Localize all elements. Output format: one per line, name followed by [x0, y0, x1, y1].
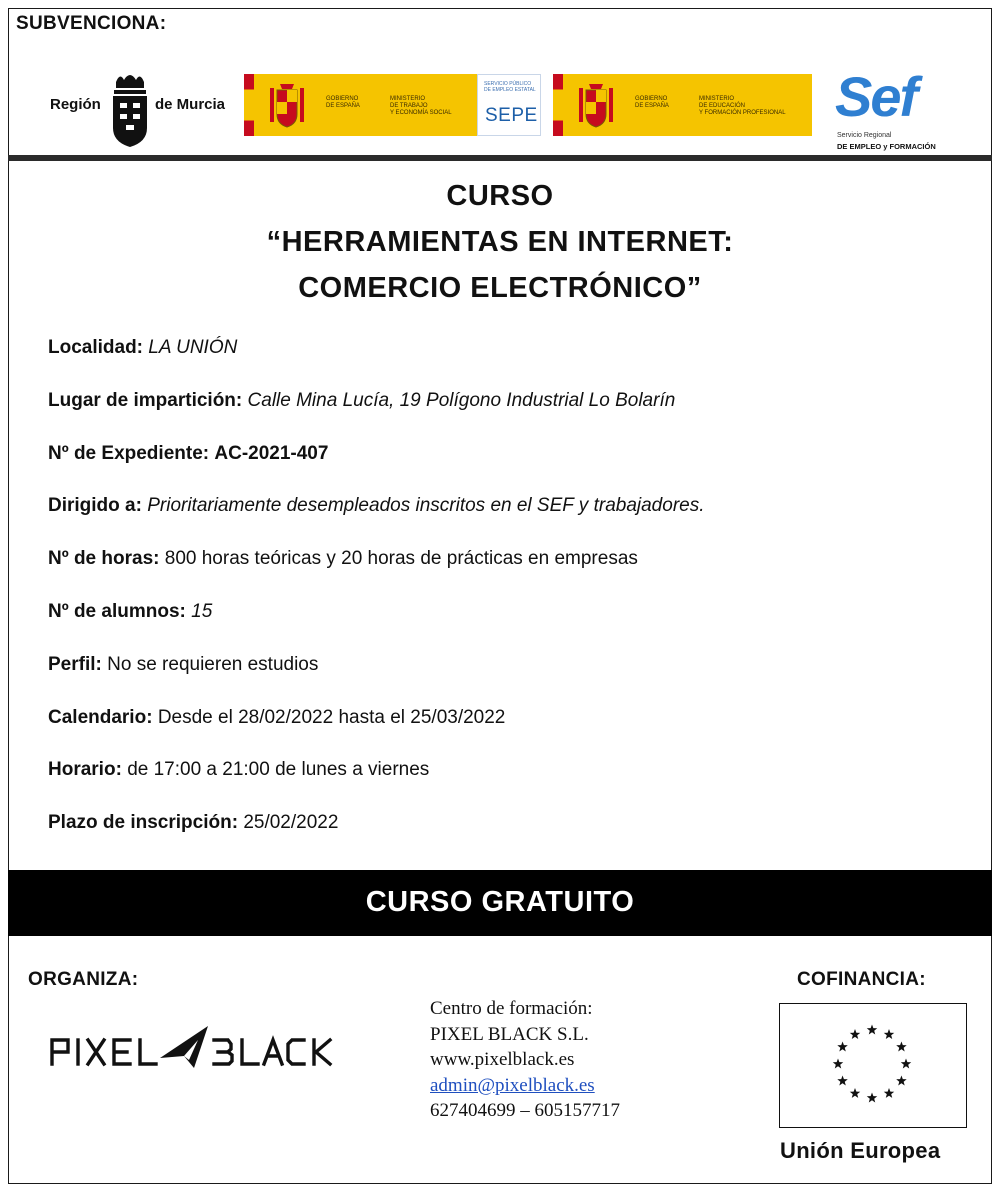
region-murcia-logo: [50, 70, 235, 150]
gobierno-text: GOBIERNO DE ESPAÑA: [635, 96, 669, 109]
centro-label: Centro de formación:: [430, 998, 593, 1019]
info-line: [48, 812, 338, 834]
info-value: LA UNIÓN: [148, 337, 238, 358]
free-course-banner: [8, 870, 992, 936]
eu-star: [837, 1076, 847, 1086]
spain-flag-strip: [553, 74, 563, 136]
gobierno-text: GOBIERNO DE ESPAÑA: [326, 96, 360, 109]
info-line: [48, 495, 705, 517]
region-murcia-text-left: Región: [50, 96, 101, 113]
centro-website: www.pixelblack.es: [430, 1049, 575, 1070]
spain-coat-of-arms-icon: [577, 82, 615, 128]
subvenciona-label: SUBVENCIONA:: [16, 13, 167, 34]
info-value: 25/02/2022: [243, 812, 339, 834]
info-label: Lugar de impartición:: [48, 389, 243, 411]
info-label: Horario:: [48, 759, 122, 781]
centro-email-link[interactable]: admin@pixelblack.es: [430, 1074, 595, 1096]
info-line: [48, 759, 429, 781]
course-title-line1: CURSO: [446, 180, 554, 212]
info-line: [48, 390, 675, 412]
info-label: Nº de alumnos:: [48, 601, 186, 622]
info-label: Nº de Expediente:: [48, 442, 210, 464]
eu-flag: [779, 1003, 967, 1128]
spain-flag-strip: [244, 74, 254, 136]
sef-logo: [835, 64, 955, 156]
sef-logo-text: Sef: [835, 65, 917, 128]
sef-subtitle-line2: DE EMPLEO y FORMACIÓN: [837, 142, 936, 151]
info-value: 800 horas teóricas y 20 horas de prácticas en empresas: [164, 548, 638, 570]
course-title-line3: COMERCIO ELECTRÓNICO”: [298, 272, 702, 304]
sepe-logo: [477, 74, 541, 136]
sepe-text: SEPE: [485, 105, 538, 126]
eu-star: [850, 1029, 860, 1039]
ministerio-educacion-text: MINISTERIO DE EDUCACIÓN Y FORMACIÓN PROFESIONAL: [699, 96, 786, 116]
info-label: Plazo de inscripción:: [48, 812, 239, 834]
eu-star: [833, 1059, 843, 1069]
sef-subtitle-line1: Servicio Regional: [837, 132, 892, 139]
sepe-small-text: SERVICIO PÚBLICO DE EMPLEO ESTATAL: [484, 81, 536, 93]
header-divider: [8, 155, 992, 161]
eu-label: Unión Europea: [780, 1138, 941, 1163]
info-line: [48, 443, 328, 465]
eu-star: [884, 1029, 894, 1039]
eu-star: [867, 1025, 877, 1035]
info-line: [48, 654, 318, 676]
info-value: Desde el 28/02/2022 hasta el 25/03/2022: [157, 706, 506, 728]
info-label: Calendario:: [48, 706, 153, 728]
region-murcia-text-right: de Murcia: [155, 96, 226, 113]
eu-star: [884, 1088, 894, 1098]
murcia-coat-of-arms-icon: [110, 70, 150, 148]
eu-star: [896, 1076, 906, 1086]
ministerio-trabajo-text: MINISTERIO DE TRABAJO Y ECONOMÍA SOCIAL: [390, 96, 452, 116]
gobierno-espana-educacion-logo: [553, 74, 812, 136]
info-label: Nº de horas:: [48, 548, 160, 570]
info-label: Perfil:: [48, 653, 102, 675]
spain-coat-of-arms-icon: [268, 82, 306, 128]
course-title-line2: “HERRAMIENTAS EN INTERNET:: [266, 226, 734, 258]
training-center-info: [430, 996, 620, 1124]
organiza-label: ORGANIZA:: [28, 969, 139, 990]
eu-star: [850, 1088, 860, 1098]
gobierno-espana-trabajo-logo: [244, 74, 541, 136]
info-line: [48, 601, 212, 623]
eu-stars-icon: [780, 1004, 965, 1126]
info-value: No se requieren estudios: [107, 653, 319, 675]
info-line: [48, 548, 638, 570]
cofinancia-label: COFINANCIA:: [797, 969, 926, 990]
info-value: Calle Mina Lucía, 19 Polígono Industrial Lo Bolarín: [247, 389, 676, 411]
free-course-banner-text: CURSO GRATUITO: [365, 886, 635, 918]
eu-star: [901, 1059, 911, 1069]
eu-star: [837, 1042, 847, 1052]
eu-star: [867, 1093, 877, 1103]
info-value: Prioritariamente desempleados inscritos en el SEF y trabajadores.: [147, 495, 705, 517]
eu-star: [896, 1042, 906, 1052]
info-line: [48, 337, 237, 359]
centro-company: PIXEL BLACK S.L.: [430, 1023, 589, 1045]
info-label: Localidad:: [48, 337, 144, 358]
info-value: AC-2021-407: [214, 442, 329, 464]
pixel-black-logo: [48, 1020, 338, 1072]
info-label: Dirigido a:: [48, 495, 142, 517]
info-line: [48, 707, 505, 729]
centro-phones: 627404699 – 605157717: [430, 1100, 620, 1121]
info-value: 15: [191, 601, 213, 622]
info-value: de 17:00 a 21:00 de lunes a viernes: [127, 759, 430, 781]
